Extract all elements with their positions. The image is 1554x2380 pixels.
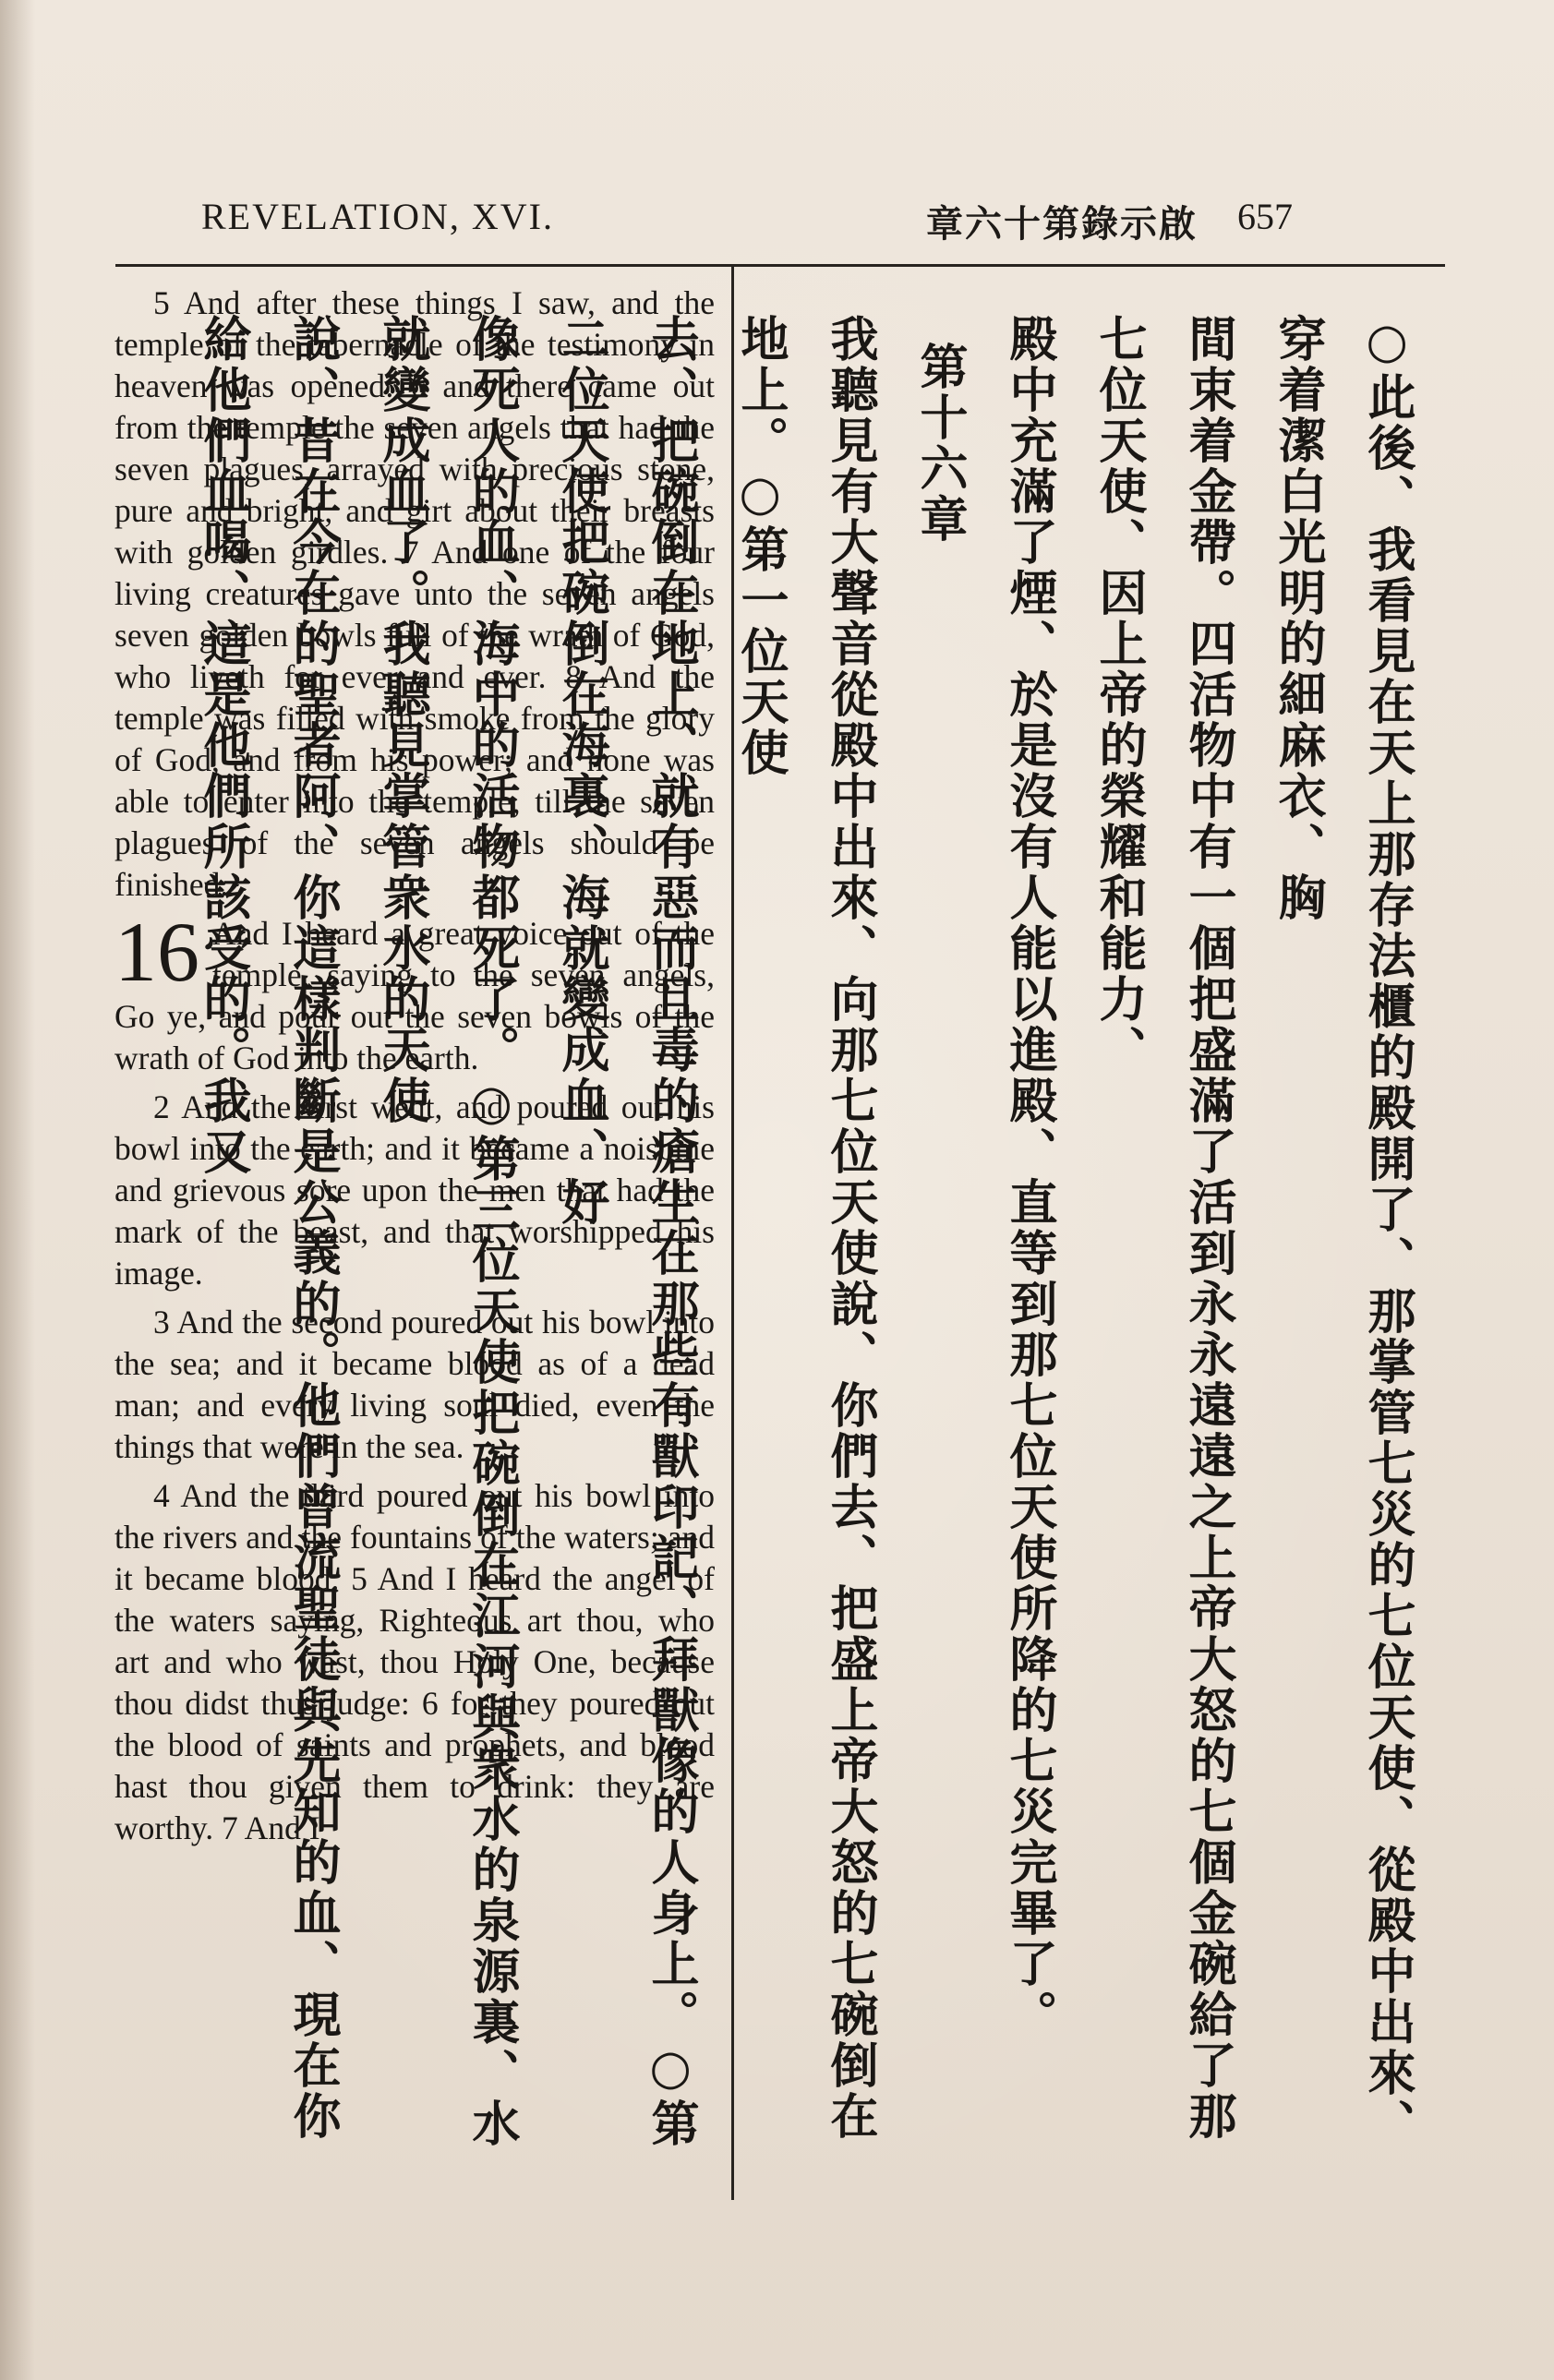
chapter-number: 16	[114, 905, 199, 999]
page-number: 657	[1237, 196, 1293, 237]
chinese-line: 間束着金帶。四活物中有一個把盛滿了活到永永遠遠之上帝大怒的七個金碗給了那七位天使、因上帝的榮耀和能力、	[1090, 314, 1235, 2142]
english-paragraph: 5 And after these things I saw, and the temple of the tabernacle of the testimony in heaven was opened: 6 and there came out from the temple the seven angels that had the seven plagues, arrayed with precious stone, pure and bright, and girt about their breasts with golden girdles. 7 And one of the four living creatures gave unto the seven angels seven golden bowls full of the wrath of God, who liveth for ever and ever. 8 And the temple was filled with smoke from the glory of God, and from his power; and none was able to enter into the temple, till the seven plagues of the seven angels should be finished.	[114, 284, 715, 903]
running-title: REVELATION, XVI.	[201, 196, 554, 237]
chinese-line: 像死人的血、海中的活物都死了。○第三位天使把碗倒在江河與衆水的泉源裏、水就變成血了。我聽見掌管衆水的天使	[374, 314, 519, 2149]
chinese-line: 我聽見有大聲音從殿中出來、向那七位天使說、你們去、把盛上帝大怒的七碗倒在地上。○第一位天使	[732, 314, 877, 2142]
chinese-chapter-heading: 第十六章	[911, 342, 967, 545]
english-paragraph: And I heard a great voice out of the temple, saying to the seven angels, Go ye, and pour out the seven bowls of the wrath of God into the earth.	[114, 915, 715, 1076]
page-header	[0, 189, 1554, 245]
chinese-line: 說、昔在今在的聖者阿、你這樣判斷是公義的。他們曾流聖徒與先知的血、現在你給他們血喝、這是他們所該受的。我又	[195, 314, 340, 2142]
english-paragraph: 4 And the third poured out his bowl into the rivers and the fountains of the waters; and it became blood. 5 And I heard the angel of the waters saying, Righteous art thou, who art and who wast, thou Holy One, because thou didst thus judge: 6 for they poured out the blood of saints and prophets, and blood hast thou given them to drink: they are worthy. 7 And I	[114, 1477, 715, 1846]
chinese-line: 殿中充滿了煙、於是沒有人能以進殿、直等到那七位天使所降的七災完畢了。	[1001, 314, 1056, 2040]
english-paragraph: 2 And the first went, and poured out his bowl into the earth; and it became a noisome and grievous sore upon the men that had the mark of the beast, and that worshipped his image.	[114, 1088, 715, 1292]
chinese-line: ○此後、我看見在天上那存法櫃的殿開了、那掌管七災的七位天使、從殿中出來、穿着潔白光明的細麻衣、胸	[1270, 314, 1415, 2149]
header-rule	[115, 264, 1445, 267]
english-paragraph: 3 And the second poured out his bowl into the sea; and it became blood as of a dead man; and every living soul died, even the things that were in the sea.	[114, 1304, 715, 1465]
chinese-running-title: 章六十第錄示啟	[926, 203, 1198, 246]
chinese-line: 去、把碗倒在地上、就有惡而且毒的瘡生在那些有獸印記、拜獸像的人身上。○第二位天使把碗倒在海裏、海就變成血、好	[553, 314, 698, 2149]
